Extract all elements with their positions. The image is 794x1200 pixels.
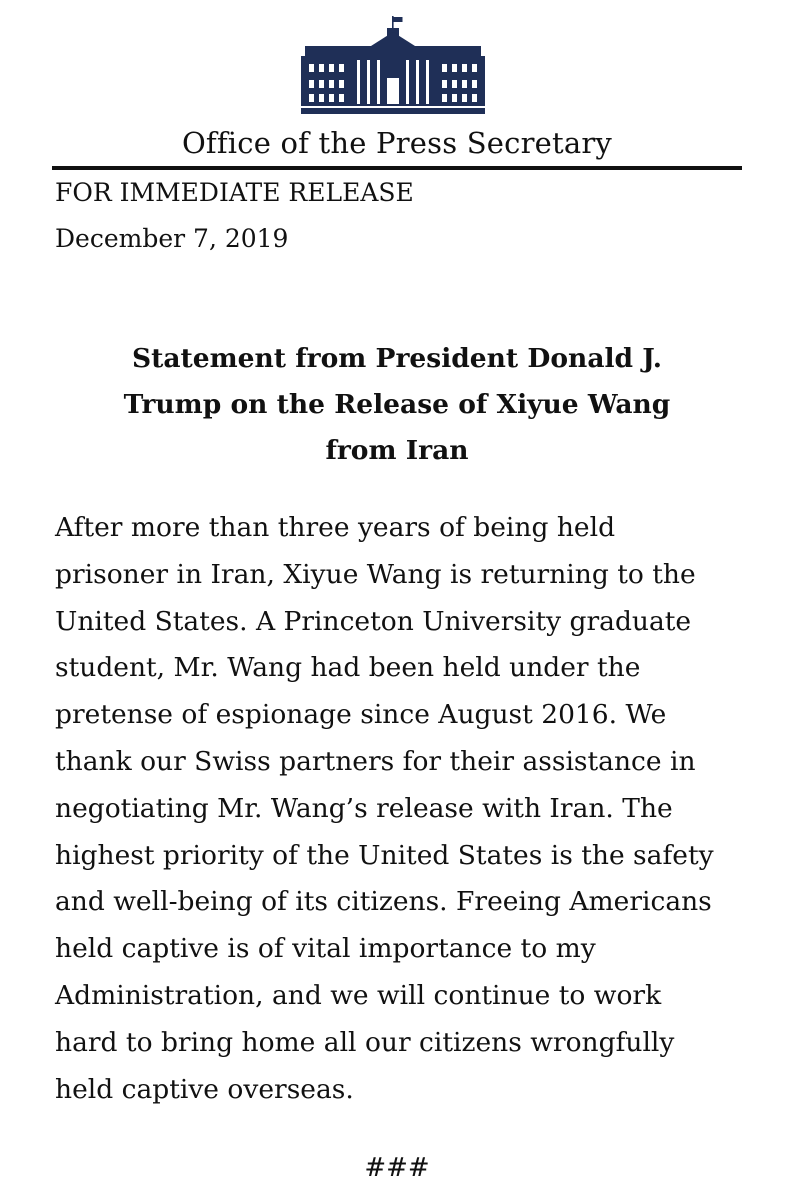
body-line: thank our Swiss partners for their assistance in	[55, 745, 696, 777]
release-date: December 7, 2019	[55, 224, 289, 253]
statement-headline	[60, 336, 734, 474]
headline-line: from Iran	[325, 435, 469, 466]
body-line: and well-being of its citizens. Freeing Americans	[55, 886, 712, 918]
header-divider	[52, 166, 742, 170]
headline-line: Statement from President Donald J.	[131, 343, 663, 374]
release-label: FOR IMMEDIATE RELEASE	[55, 178, 414, 207]
body-line: held captive overseas.	[55, 1073, 354, 1105]
body-line: held captive is of vital importance to my	[55, 933, 596, 965]
body-line: hard to bring home all our citizens wrongfully	[55, 1026, 675, 1058]
body-line: pretense of espionage since August 2016. We	[55, 699, 667, 731]
white-house-seal-icon	[301, 16, 485, 114]
body-line: highest priority of the United States is the safety	[55, 839, 714, 871]
body-line: United States. A Princeton University graduate	[55, 605, 692, 637]
statement-body	[55, 505, 745, 1113]
office-title: Office of the Press Secretary	[181, 126, 613, 160]
body-line: prisoner in Iran, Xiyue Wang is returning to the	[55, 558, 696, 590]
body-line: After more than three years of being held	[55, 512, 616, 543]
end-mark: ###	[364, 1153, 430, 1183]
body-line: student, Mr. Wang had been held under the	[55, 652, 641, 684]
headline-line: Trump on the Release of Xiyue Wang	[123, 389, 671, 420]
body-line: Administration, and we will continue to work	[55, 979, 662, 1011]
body-line: negotiating Mr. Wang’s release with Iran. The	[55, 792, 673, 824]
